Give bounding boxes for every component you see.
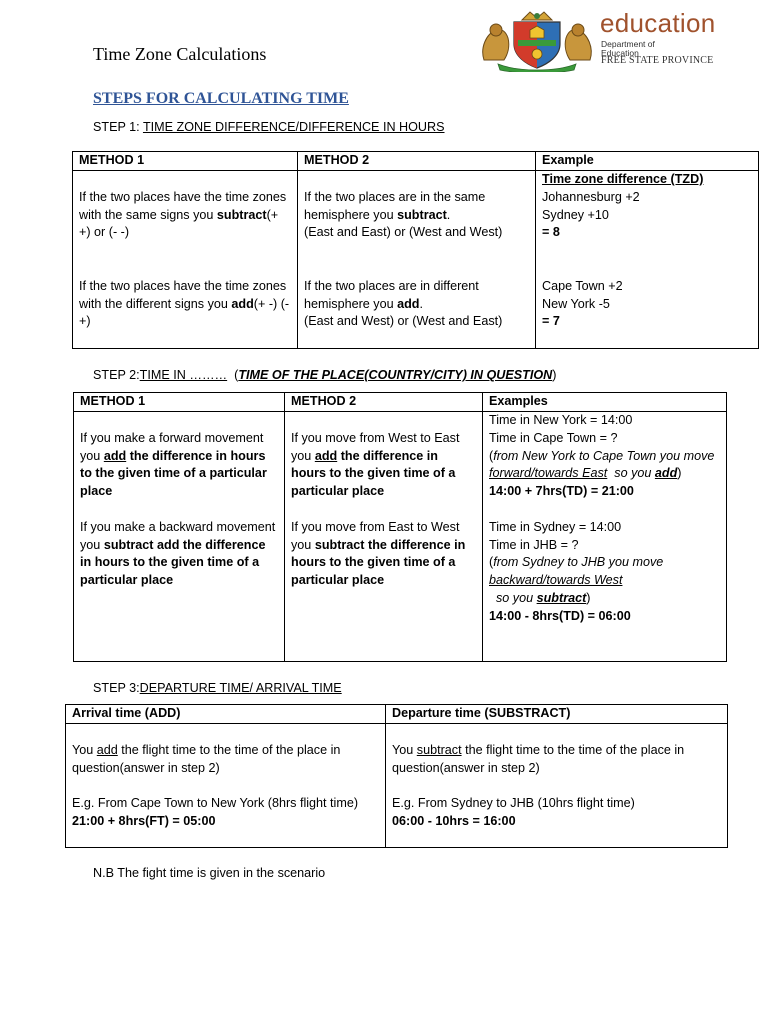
step3-departure-cell	[386, 724, 728, 848]
step1-method2-cell	[298, 171, 536, 349]
step1-row2-method2: If the two places are in different hemisphere you add. (East and West) or (West and East)	[304, 278, 503, 329]
step2-method2-cell	[285, 412, 483, 662]
step1-example-cell	[536, 171, 759, 349]
step2-row2-method2: If you move from East to West you subtract the difference in hours to the given time of a particular place	[291, 519, 466, 588]
step2-examples-cell	[483, 412, 727, 662]
arrival-rule: You add the flight time to the time of the place in question(answer in step 2)	[72, 742, 341, 775]
coat-of-arms-icon	[478, 10, 596, 72]
logo-brand-text: education	[600, 8, 716, 38]
step1-row1-method2: If the two places are in the same hemisphere you subtract. (East and East) or (West and West)	[304, 189, 503, 240]
step2-row1-method2: If you move from West to East you add the difference in hours to the given time of a particular place	[291, 430, 460, 499]
step3-arrival-cell	[66, 724, 386, 848]
arrival-answer: 21:00 + 8hrs(FT) = 05:00	[72, 813, 216, 828]
logo-line-3: FREE STATE PROVINCE	[601, 55, 714, 66]
step3-title: STEP 3:DEPARTURE TIME/ ARRIVAL TIME	[93, 681, 342, 695]
step2-method1-cell	[74, 412, 285, 662]
logo-subtext	[601, 40, 713, 66]
step1-method1-cell	[73, 171, 298, 349]
step1-title: STEP 1: TIME ZONE DIFFERENCE/DIFFERENCE IN HOURS	[93, 120, 445, 134]
step1-example1: Johannesburg +2 Sydney +10 = 8	[542, 189, 640, 240]
step1-header-method2: METHOD 2	[298, 152, 536, 171]
step1-table	[72, 151, 759, 349]
step2-example1: Time in New York = 14:00 Time in Cape Town = ? (from New York to Cape Town you move forward/towards East so you add) 14:00 + 7hrs(TD) = 21:00	[489, 413, 715, 499]
step3-table	[65, 704, 728, 848]
section-heading: STEPS FOR CALCULATING TIME	[93, 90, 349, 107]
step2-header-examples: Examples	[483, 393, 727, 412]
tzd-subheading: Time zone difference (TZD)	[542, 172, 704, 186]
step1-header-method1: METHOD 1	[73, 152, 298, 171]
step1-row2-method1: If the two places have the time zones with the different signs you add(+ -) (- +)	[79, 278, 290, 329]
step1-example2: Cape Town +2 New York -5 = 7	[542, 278, 623, 329]
step2-header-method2: METHOD 2	[285, 393, 483, 412]
departure-answer: 06:00 - 10hrs = 16:00	[392, 813, 516, 828]
logo-line-2: Education	[601, 47, 639, 58]
step1-header-example: Example	[536, 152, 759, 171]
step3-header-departure: Departure time (SUBSTRACT)	[386, 705, 728, 724]
departure-rule: You subtract the flight time to the time of the place in question(answer in step 2)	[392, 742, 685, 775]
footnote: N.B The fight time is given in the scenario	[93, 866, 326, 880]
step2-row2-method1: If you make a backward movement you subtract add the difference in hours to the given time of a particular place	[80, 519, 276, 588]
step2-table	[73, 392, 727, 662]
step2-row1-method1: If you make a forward movement you add the difference in hours to the given time of a particular place	[80, 430, 267, 499]
departure-example: E.g. From Sydney to JHB (10hrs flight time)	[392, 796, 635, 811]
logo-line-1: Department of	[601, 39, 655, 49]
department-logo	[478, 10, 746, 72]
step1-row1-method1: If the two places have the time zones with the same signs you subtract(+ +) or (- -)	[79, 189, 287, 240]
document-title: Time Zone Calculations	[93, 44, 267, 64]
step2-title: STEP 2:TIME IN ……… (TIME OF THE PLACE(COUNTRY/CITY) IN QUESTION)	[93, 368, 557, 382]
step2-example2: Time in Sydney = 14:00 Time in JHB = ? (from Sydney to JHB you move backward/towards West so you subtract) 14:00 - 8hrs(TD) = 06:00	[489, 519, 664, 623]
arrival-example: E.g. From Cape Town to New York (8hrs flight time)	[72, 796, 359, 811]
step2-header-method1: METHOD 1	[74, 393, 285, 412]
step3-header-arrival: Arrival time (ADD)	[66, 705, 386, 724]
